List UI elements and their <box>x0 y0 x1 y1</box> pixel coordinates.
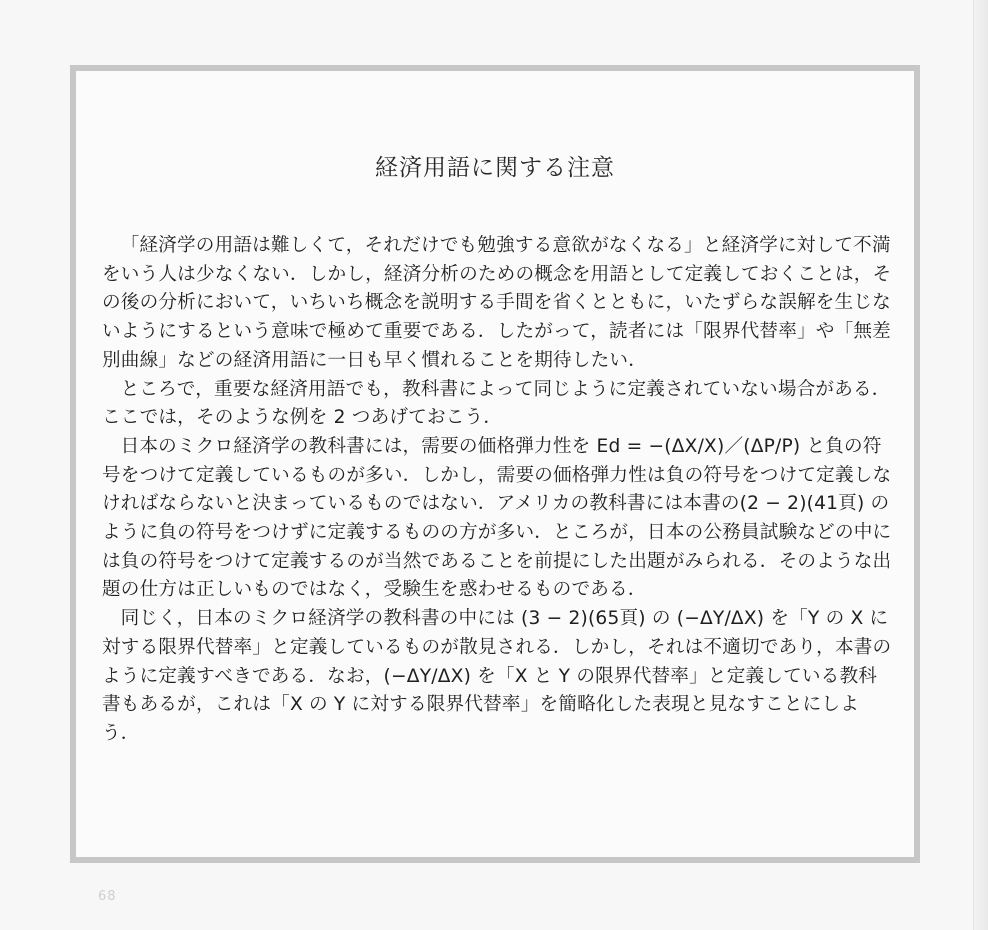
paragraph-3: 日本のミクロ経済学の教科書には，需要の価格弾力性を Ed = −(ΔX/X)／(ΔP/P) と負の符号をつけて定義しているものが多い．しかし，需要の価格弾力性は負の符号をつけて定義しなければならないと決まっているものではない．アメリカの教科書には本書の(2 − 2)(41頁) のように負の符号をつけずに定義するものの方が多い．ところが，日本の公務員試験などの中には負の符号をつけて定義するのが当然であることを前提にした出題がみられる．そのような出題の仕方は正しいものではなく，受験生を惑わせるものである． <box>102 435 892 601</box>
paragraph-2: ところで，重要な経済用語でも，教科書によって同じように定義されていない場合がある．ここでは，そのような例を 2 つあげておこう． <box>102 378 891 429</box>
paragraph-4: 同じく，日本のミクロ経済学の教科書の中には (3 − 2)(65頁) の (−ΔY/ΔX) を「Y の X に対する限界代替率」と定義しているものが散見される．しかし，それは不適切であり，本書のように定義すべきである．なお，(−ΔY/ΔX) を「X と Y の限界代替率」と定義している教科書もあるが，これは「X の Y に対する限界代替率」を簡略化した表現と見なすことにしよう． <box>102 608 892 744</box>
box-body <box>102 232 892 749</box>
box-title: 経済用語に関する注意 <box>375 155 615 181</box>
page-number: 68 <box>98 889 117 904</box>
note-box <box>70 65 920 863</box>
page-edge <box>973 0 988 930</box>
paragraph-1: 「経済学の用語は難しくて，それだけでも勉強する意欲がなくなる」と経済学に対して不満をいう人は少なくない．しかし，経済分析のための概念を用語として定義しておくことは，その後の分析において，いちいち概念を説明する手間を省くとともに，いたずらな誤解を生じないようにするという意味で極めて重要である．したがって，読者には「限界代替率」や「無差別曲線」などの経済用語に一日も早く慣れることを期待したい． <box>102 235 892 371</box>
